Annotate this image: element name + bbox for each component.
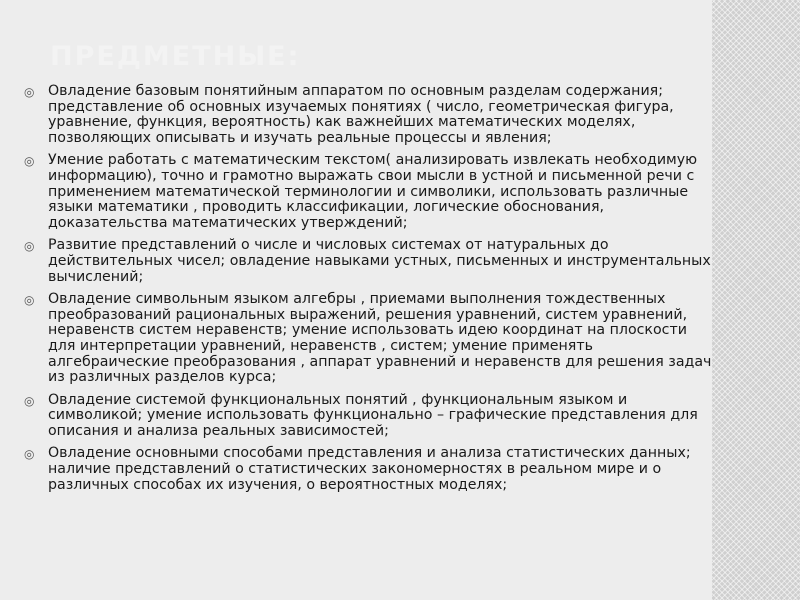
list-item-text: Развитие представлений о числе и числовых системах от натуральных до действительных чисел; овладение навыками устных, письменных и инструментальных вычислений; (48, 237, 711, 285)
target-bullet-icon: ◎ (24, 293, 35, 308)
list-item (24, 292, 718, 386)
list-item (24, 446, 718, 493)
decorative-side-stripe (712, 0, 800, 600)
list-item-text: Овладение системой функциональных понятий , функциональным языком и символикой; умение использовать функционально – графические представления для описания и анализа реальных зависимостей; (48, 391, 698, 439)
list-item (24, 84, 718, 146)
slide-title: ПРЕДМЕТНЫЕ: (50, 41, 301, 72)
list-item (24, 153, 718, 231)
target-bullet-icon: ◎ (24, 447, 35, 462)
list-item-text: Овладение базовым понятийным аппаратом по основным разделам содержания; представление об основных изучаемых понятиях ( число, геометрическая фигура, уравнение, функция, вероятность) как важнейших математических моделях, позволяющих описывать и изучать реальные процессы и явления; (48, 83, 674, 146)
target-bullet-icon: ◎ (24, 154, 35, 169)
list-item (24, 393, 718, 440)
list-item-text: Овладение символьным языком алгебры , приемами выполнения тождественных преобразований рациональных выражений, решения уравнений, систем уравнений, неравенств систем неравенств; умение использовать идею координат на плоскости для интерпретации уравнений, неравенств , систем; умение применять алгебраические преобразования , аппарат уравнений и неравенств для решения задач из различных разделов курса; (48, 291, 712, 386)
bullet-list (24, 84, 718, 500)
target-bullet-icon: ◎ (24, 85, 35, 99)
list-item-text: Умение работать с математическим текстом( анализировать извлекать необходимую информацию), точно и грамотно выражать свои мысли в устной и письменной речи с применением математической терминологии и символики, использовать различные языки математики , проводить классификации, логические обоснования, доказательства математических утверждений; (48, 152, 698, 231)
target-bullet-icon: ◎ (24, 393, 35, 408)
list-item-text: Овладение основными способами представления и анализа статистических данных; наличие представлений о статистических закономерностях в реальном мире и о различных способах их изучения, о вероятностных моделях; (48, 445, 691, 493)
target-bullet-icon: ◎ (24, 239, 35, 254)
list-item (24, 238, 718, 285)
